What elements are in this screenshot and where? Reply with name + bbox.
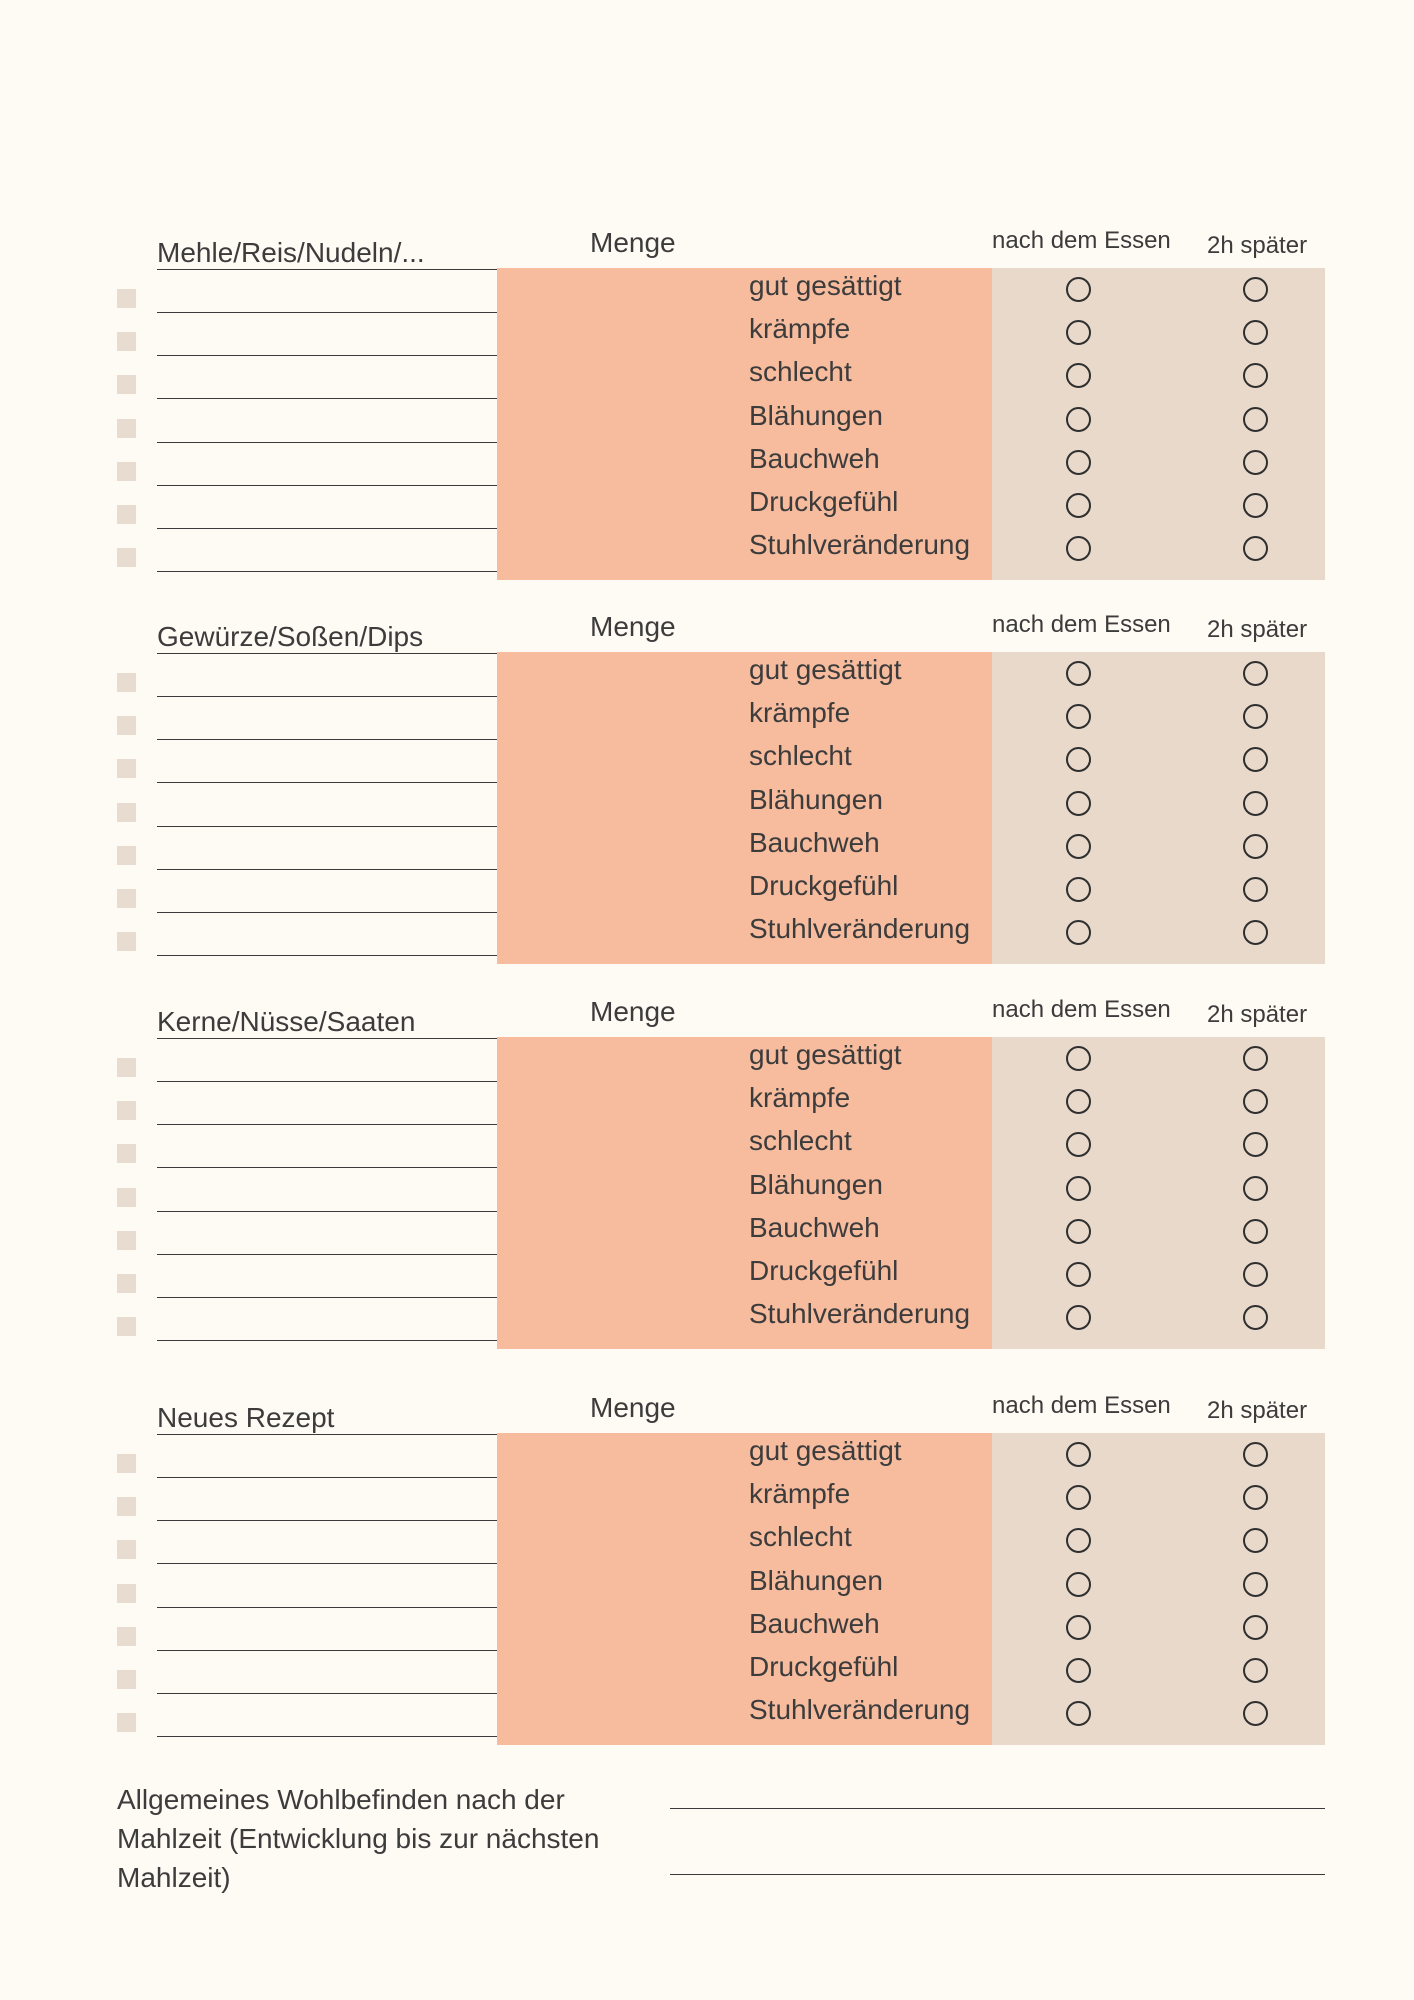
two-hours-later-radio[interactable]	[1243, 834, 1268, 859]
category-underline	[157, 269, 497, 270]
category-title: Mehle/Reis/Nudeln/...	[157, 237, 425, 268]
two-hours-later-header: 2h später	[1207, 616, 1308, 643]
category-title: Kerne/Nüsse/Saaten	[157, 1006, 416, 1037]
symptom-label: gut gesättigt	[749, 1039, 902, 1070]
item-bullet[interactable]	[117, 1584, 136, 1603]
food-entry-line[interactable]	[157, 485, 497, 486]
symptom-label: krämpfe	[749, 697, 851, 729]
symptom-label: Stuhlveränderung	[749, 1298, 971, 1330]
item-bullet[interactable]	[117, 1317, 136, 1336]
item-bullet[interactable]	[117, 803, 136, 822]
food-entry-line[interactable]	[157, 696, 497, 697]
food-entry-line[interactable]	[157, 1254, 497, 1255]
item-bullet[interactable]	[117, 289, 136, 308]
symptom-label: schlecht	[749, 356, 852, 388]
two-hours-later-radio[interactable]	[1243, 1046, 1268, 1071]
after-meal-radio[interactable]	[1066, 1442, 1091, 1467]
after-meal-radio[interactable]	[1066, 1262, 1091, 1287]
food-section	[0, 596, 1414, 996]
symptom-label: schlecht	[749, 1125, 852, 1157]
symptom-label: Stuhlveränderung	[749, 1694, 971, 1726]
item-bullet[interactable]	[117, 889, 136, 908]
food-entry-line[interactable]	[157, 355, 497, 356]
symptom-label: Bauchweh	[749, 442, 880, 474]
item-bullet[interactable]	[117, 462, 136, 481]
item-bullet[interactable]	[117, 1454, 136, 1473]
item-bullet[interactable]	[117, 1713, 136, 1732]
symptom-label: krämpfe	[749, 1082, 851, 1114]
amount-header: Menge	[590, 996, 676, 1027]
item-bullet[interactable]	[117, 419, 136, 438]
wellbeing-line-2[interactable]	[670, 1874, 1325, 1875]
category-title: Gewürze/Soßen/Dips	[157, 621, 424, 652]
item-bullet[interactable]	[117, 505, 136, 524]
food-entry-line[interactable]	[157, 442, 497, 443]
symptom-label: Blähungen	[749, 783, 883, 815]
food-entry-line[interactable]	[157, 955, 497, 956]
item-bullet[interactable]	[117, 1231, 136, 1250]
category-underline	[157, 1434, 497, 1435]
food-entry-line[interactable]	[157, 1081, 497, 1082]
food-entry-line[interactable]	[157, 1693, 497, 1694]
after-meal-header: nach dem Essen	[992, 227, 1171, 254]
food-entry-line[interactable]	[157, 1211, 497, 1212]
food-entry-line[interactable]	[157, 912, 497, 913]
item-bullet[interactable]	[117, 1188, 136, 1207]
item-bullet[interactable]	[117, 846, 136, 865]
food-entry-line[interactable]	[157, 1477, 497, 1478]
symptom-label: Bauchweh	[749, 1607, 880, 1639]
food-section	[0, 1377, 1414, 1777]
item-bullet[interactable]	[117, 1670, 136, 1689]
item-bullet[interactable]	[117, 759, 136, 778]
food-entry-line[interactable]	[157, 869, 497, 870]
rating-area	[992, 1433, 1325, 1745]
amount-header: Menge	[590, 1392, 676, 1423]
symptom-label: Blähungen	[749, 1168, 883, 1200]
item-bullet[interactable]	[117, 1058, 136, 1077]
two-hours-later-radio[interactable]	[1243, 791, 1268, 816]
category-underline	[157, 1038, 497, 1039]
two-hours-later-radio[interactable]	[1243, 1658, 1268, 1683]
item-bullet[interactable]	[117, 548, 136, 567]
two-hours-later-radio[interactable]	[1243, 1262, 1268, 1287]
two-hours-later-radio[interactable]	[1243, 407, 1268, 432]
after-meal-radio[interactable]	[1066, 277, 1091, 302]
symptom-label: gut gesättigt	[749, 654, 902, 685]
food-entry-line[interactable]	[157, 1167, 497, 1168]
after-meal-radio[interactable]	[1066, 877, 1091, 902]
food-entry-line[interactable]	[157, 528, 497, 529]
two-hours-later-header: 2h später	[1207, 232, 1308, 259]
food-entry-line[interactable]	[157, 739, 497, 740]
two-hours-later-radio[interactable]	[1243, 493, 1268, 518]
symptom-label: schlecht	[749, 740, 852, 772]
food-entry-line[interactable]	[157, 1563, 497, 1564]
item-bullet[interactable]	[117, 1497, 136, 1516]
two-hours-later-radio[interactable]	[1243, 1219, 1268, 1244]
food-entry-line[interactable]	[157, 782, 497, 783]
symptom-label: Druckgefühl	[749, 1255, 899, 1286]
food-entry-line[interactable]	[157, 1297, 497, 1298]
item-bullet[interactable]	[117, 673, 136, 692]
item-bullet[interactable]	[117, 375, 136, 394]
food-entry-line[interactable]	[157, 826, 497, 827]
amount-header: Menge	[590, 611, 676, 642]
after-meal-radio[interactable]	[1066, 791, 1091, 816]
food-entry-line[interactable]	[157, 1650, 497, 1651]
food-entry-line[interactable]	[157, 571, 497, 572]
symptom-label: gut gesättigt	[749, 1435, 902, 1466]
rating-area	[992, 268, 1325, 580]
rating-area	[992, 1037, 1325, 1349]
rating-area	[992, 652, 1325, 964]
item-bullet[interactable]	[117, 1540, 136, 1559]
wellbeing-label: Allgemeines Wohlbefinden nach der Mahlzeit (Entwicklung bis zur nächsten Mahlzeit)	[117, 1784, 600, 1893]
food-section	[0, 981, 1414, 1381]
category-title: Neues Rezept	[157, 1402, 335, 1433]
food-entry-line[interactable]	[157, 1340, 497, 1341]
after-meal-radio[interactable]	[1066, 450, 1091, 475]
item-bullet[interactable]	[117, 1274, 136, 1293]
after-meal-radio[interactable]	[1066, 493, 1091, 518]
item-bullet[interactable]	[117, 1144, 136, 1163]
symptom-label: Druckgefühl	[749, 486, 899, 517]
two-hours-later-radio[interactable]	[1243, 1442, 1268, 1467]
food-entry-line[interactable]	[157, 312, 497, 313]
two-hours-later-header: 2h später	[1207, 1397, 1308, 1424]
symptom-label: schlecht	[749, 1521, 852, 1553]
two-hours-later-radio[interactable]	[1243, 877, 1268, 902]
item-bullet[interactable]	[117, 332, 136, 351]
after-meal-radio[interactable]	[1066, 1176, 1091, 1201]
two-hours-later-header: 2h später	[1207, 1001, 1308, 1028]
two-hours-later-radio[interactable]	[1243, 277, 1268, 302]
food-entry-line[interactable]	[157, 1607, 497, 1608]
two-hours-later-radio[interactable]	[1243, 450, 1268, 475]
item-bullet[interactable]	[117, 932, 136, 951]
item-bullet[interactable]	[117, 1101, 136, 1120]
after-meal-radio[interactable]	[1066, 1219, 1091, 1244]
after-meal-header: nach dem Essen	[992, 611, 1171, 638]
item-bullet[interactable]	[117, 716, 136, 735]
two-hours-later-radio[interactable]	[1243, 1615, 1268, 1640]
food-entry-line[interactable]	[157, 1124, 497, 1125]
wellbeing-line-1[interactable]	[670, 1808, 1325, 1809]
symptom-label: gut gesättigt	[749, 270, 902, 301]
food-entry-line[interactable]	[157, 398, 497, 399]
two-hours-later-radio[interactable]	[1243, 661, 1268, 686]
symptom-label: Stuhlveränderung	[749, 529, 971, 561]
symptom-label: Bauchweh	[749, 826, 880, 858]
after-meal-radio[interactable]	[1066, 1572, 1091, 1597]
after-meal-radio[interactable]	[1066, 661, 1091, 686]
category-underline	[157, 653, 497, 654]
symptom-label: Blähungen	[749, 399, 883, 431]
symptom-label: Blähungen	[749, 1564, 883, 1596]
after-meal-radio[interactable]	[1066, 1658, 1091, 1683]
food-entry-line[interactable]	[157, 1736, 497, 1737]
item-bullet[interactable]	[117, 1627, 136, 1646]
two-hours-later-radio[interactable]	[1243, 1176, 1268, 1201]
symptom-label: krämpfe	[749, 313, 851, 345]
after-meal-header: nach dem Essen	[992, 996, 1171, 1023]
symptom-label: krämpfe	[749, 1478, 851, 1510]
symptom-label: Druckgefühl	[749, 1651, 899, 1682]
food-section	[0, 212, 1414, 612]
symptom-label: Bauchweh	[749, 1211, 880, 1243]
after-meal-radio[interactable]	[1066, 1615, 1091, 1640]
symptom-label: Druckgefühl	[749, 870, 899, 901]
food-entry-line[interactable]	[157, 1520, 497, 1521]
symptom-label: Stuhlveränderung	[749, 913, 971, 945]
after-meal-header: nach dem Essen	[992, 1392, 1171, 1419]
after-meal-radio[interactable]	[1066, 407, 1091, 432]
after-meal-radio[interactable]	[1066, 834, 1091, 859]
after-meal-radio[interactable]	[1066, 1046, 1091, 1071]
two-hours-later-radio[interactable]	[1243, 1572, 1268, 1597]
amount-header: Menge	[590, 227, 676, 258]
